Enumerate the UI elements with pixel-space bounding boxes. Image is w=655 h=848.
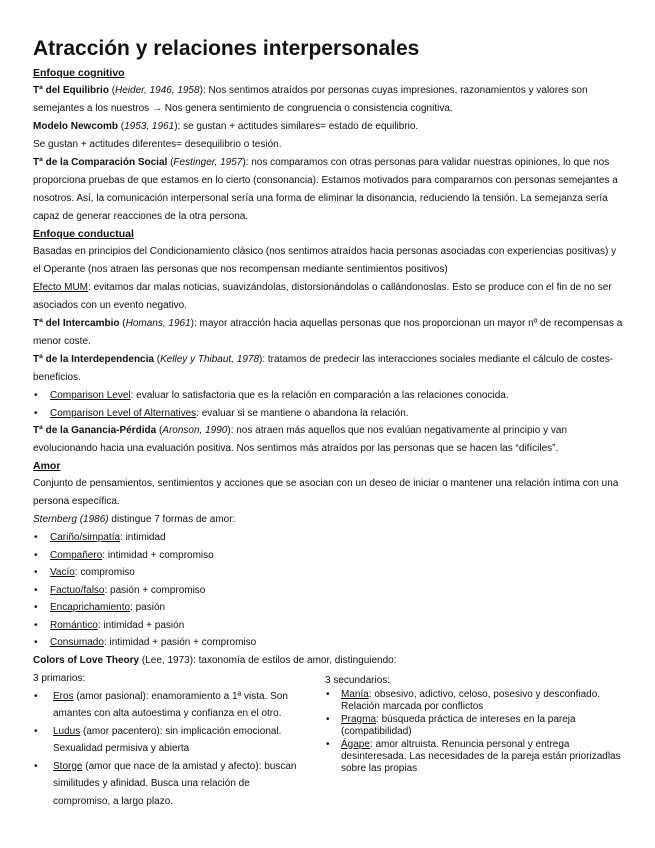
paragraph-newcomb: Modelo Newcomb (1953, 1961): se gustan + actitudes similares= estado de equilibrio. (33, 121, 419, 132)
primary-styles-list (33, 688, 303, 811)
document-page (33, 36, 623, 830)
list-item: • Cariño/simpatía: intimidad (33, 529, 623, 547)
list-item: • Manía: obsesivo, adictivo, celoso, posesivo y desconfiado. Relación marcada por conflictos (325, 689, 625, 713)
paragraph-intercambio: Tª del Intercambio (Homans, 1961): mayor atracción hacia aquellas personas que nos proporcionan un mayor nº de recompensas a menor coste. (33, 318, 623, 347)
paragraph-sternberg: Sternberg (1986) distingue 7 formas de amor: (33, 514, 236, 525)
paragraph-newcomb-line2: Se gustan + actitudes diferentes= desequilibrio o tesión. (33, 139, 282, 150)
list-item: • Comparison Level: evaluar lo satisfactoria que es la relación en comparación a las relaciones conocida. (33, 387, 623, 405)
term: Efecto MUM (33, 282, 89, 293)
paragraph-conductual-intro: Basadas en principios del Condicionamiento clásico (nos sentimos atraídos hacia personas asociadas con experiencias positivas) y el Operante (nos atraen las personas que nos recompensan mediante sentimientos positivos) (33, 246, 617, 275)
interdependencia-list (33, 387, 623, 422)
list-item: • Ágape: amor altruista. Renuncia personal y entrega desinteresada. Las necesidades de la pareja están priorizadlas sobre las propias (325, 739, 625, 775)
secondary-styles-list (325, 689, 625, 775)
list-item: • Eros (amor pasional): enamoramiento a 1ª vista. Son amantes con alta autoestima y confianza en el otro. (33, 688, 303, 723)
citation: Homans, 1961 (125, 318, 191, 329)
section-heading-conductual: Enfoque conductual (33, 228, 134, 240)
citation: Kelley y Thibaut, 1978 (160, 354, 260, 365)
secondary-styles-heading: 3 secundarios: (325, 674, 391, 686)
list-item: • Factuo/falso: pasión + compromiso (33, 582, 623, 600)
paragraph-equilibrio: Tª del Equilibrio (Heider, 1946, 1958): Nos sentimos atraídos por personas cuyas impresiones, razonamientos y valores son semejantes a los nuestros → Nos genera sentimiento de congruencia o consistencia cognitiva. (33, 85, 588, 114)
theory-name: Modelo Newcomb (33, 121, 119, 132)
list-item: • Encaprichamiento: pasión (33, 599, 623, 617)
citation: Festinger, 1957 (173, 157, 243, 168)
theory-name: Tª de la Ganancia-Pérdida (33, 425, 157, 436)
list-item: • Comparison Level of Alternatives: evaluar si se mantiene o abandona la relación. (33, 405, 623, 423)
love-styles-columns (33, 670, 623, 830)
paragraph-amor-definition: Conjunto de pensamientos, sentimientos y acciones que se asocian con un deseo de iniciar o mantener una relación íntima con una persona específica. (33, 478, 619, 507)
list-item: • Vacío: compromiso (33, 564, 623, 582)
theory-name: Tª del Equilibrio (33, 85, 109, 96)
section-heading-cognitivo: Enfoque cognitivo (33, 67, 125, 79)
theory-name: Tª de la Interdependencia (33, 354, 154, 365)
list-item: • Pragma: búsqueda práctica de intereses en la pareja (compatibilidad) (325, 714, 625, 738)
list-item: • Storge (amor que nace de la amistad y afecto): buscan similitudes y afinidad. Busca una relación de compromiso, a largo plazo. (33, 758, 303, 811)
list-item: • Compañero: intimidad + compromiso (33, 547, 623, 565)
list-item: • Ludus (amor pacentero): sin implicación emocional. Sexualidad permisiva y abierta (33, 723, 303, 758)
theory-name: Colors of Love Theory (33, 654, 140, 666)
paragraph-ganancia: Tª de la Ganancia-Pérdida (Aronson, 1990): nos atraen más aquellos que nos evalúan negativamente al principio y van evolucionando hacia una evaluación positiva. Nos sentimos más atraídos por las personas que se hacen las “difíciles”. (33, 425, 568, 454)
citation: 1953, 1961 (124, 121, 175, 132)
citation: Aronson, 1990 (162, 425, 228, 436)
love-forms-list (33, 529, 623, 652)
primary-styles-heading: 3 primarios: (33, 672, 86, 684)
paragraph-mum: Efecto MUM: evitamos dar malas noticias, suavizándolas, distorsionándolas o callándonoslas. Esto se produce con el fin de no ser asociados con un evento negativo. (33, 282, 612, 311)
theory-name: Tª de la Comparación Social (33, 157, 168, 168)
list-item: • Consumado: intimidad + pasión + compromiso (33, 634, 623, 652)
section-heading-amor: Amor (33, 460, 61, 472)
paragraph-colors-of-love: Colors of Love Theory (Lee, 1973): taxonomía de estilos de amor, distinguiendo: (33, 654, 397, 666)
theory-name: Tª del Intercambio (33, 318, 120, 329)
list-item: • Romántico: intimidad + pasión (33, 617, 623, 635)
secondary-styles-column (325, 674, 625, 776)
paragraph-comparacion: Tª de la Comparación Social (Festinger, 1957): nos comparamos con otras personas para validar nuestras opiniones, lo que nos proporciona pruebas de que estamos en lo cierto (consonancia). Estamos motivados para compararnos con personas semejantes a nosotros. Así, la comunicación interpersonal sería una forma de eliminar la disonancia, reduciendo la tensión. La semejanza sería capaz de generar reacciones de la otra persona. (33, 157, 618, 222)
page-title: Atracción y relaciones interpersonales (33, 37, 420, 60)
primary-styles-column (33, 670, 303, 811)
citation: Sternberg (1986) (33, 514, 109, 525)
citation: Heider, 1946, 1958 (115, 85, 200, 96)
paragraph-interdependencia: Tª de la Interdependencia (Kelley y Thibaut, 1978): tratamos de predecir las interacciones sociales mediante el cálculo de costes-beneficios. (33, 354, 614, 383)
